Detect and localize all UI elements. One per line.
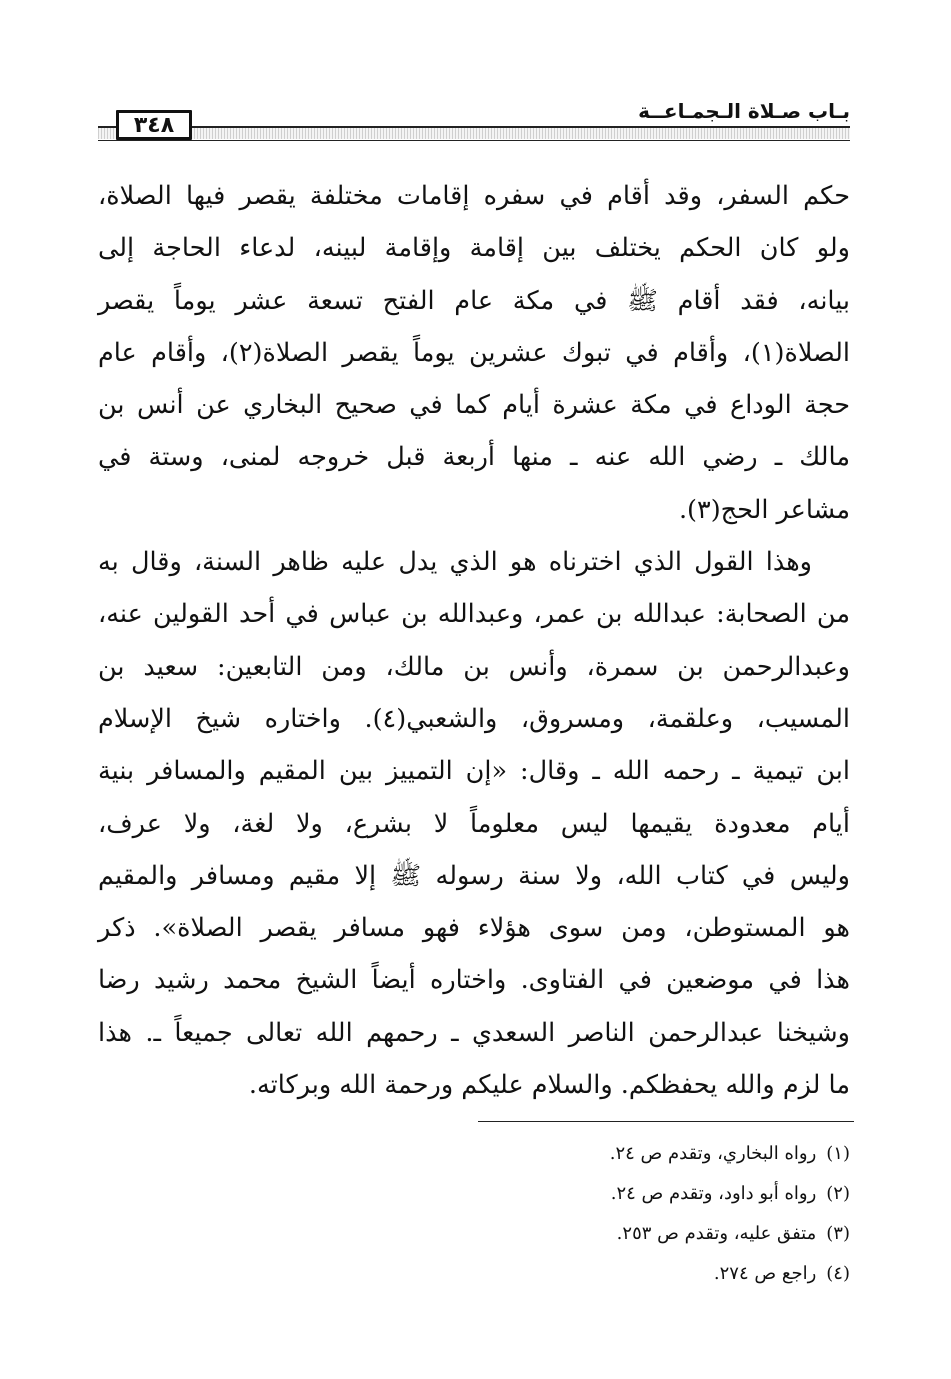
body-line: أيام معدودة يقيمها ليس معلوماً لا بشرع، ولا لغة، ولا عرف، xyxy=(98,808,850,839)
footnote-item xyxy=(478,1174,850,1214)
body-line: حجة الوداع في مكة عشرة أيام كما في صحيح البخاري عن أنس بن xyxy=(98,390,850,421)
page-header xyxy=(98,96,850,146)
body-line: بيانه، فقد أقام ﷺ في مكة عام الفتح تسعة عشر يوماً يقصر xyxy=(98,285,850,316)
footnote-text: رواه البخاري، وتقدم ص ٢٤. xyxy=(609,1143,817,1164)
body-line: المسيب، وعلقمة، ومسروق، والشعبي(٤). واختاره شيخ الإسلام xyxy=(98,703,850,734)
body-line: ولو كان الحكم يختلف بين إقامة وإقامة لبينه، لدعاء الحاجة إلى xyxy=(98,233,850,264)
body-line: هذا في موضعين في الفتاوى. واختاره أيضاً الشيخ محمد رشيد رضا xyxy=(98,965,850,996)
footnote-text: رواه أبو داود، وتقدم ص ٢٤. xyxy=(610,1183,817,1204)
page-number: ٣٤٨ xyxy=(116,110,192,140)
body-line: مالك ـ رضي الله عنه ـ منها أربعة قبل خروجه لمنى، وستة في xyxy=(98,442,850,473)
footnotes xyxy=(478,1134,850,1294)
footnote-item xyxy=(478,1214,850,1254)
body-line: وعبدالرحمن بن سمرة، وأنس بن مالك، ومن التابعين: سعيد بن xyxy=(98,651,850,682)
body-line: ابن تيمية ـ رحمه الله ـ وقال: «إن التمييز بين المقيم والمسافر بنية xyxy=(98,756,850,787)
footnote-separator xyxy=(478,1121,854,1122)
body-line: حكم السفر، وقد أقام في سفره إقامات مختلفة يقصر فيها الصلاة، xyxy=(98,181,850,211)
body-line: الصلاة(١)، وأقام في تبوك عشرين يوماً يقصر الصلاة(٢)، وأقام عام xyxy=(98,337,851,368)
footnote-text: متفق عليه، وتقدم ص ٢٥٣. xyxy=(616,1223,817,1244)
body-line: وليس في كتاب الله، ولا سنة رسوله ﷺ إلا مقيم ومسافر والمقيم xyxy=(98,860,850,891)
footnote-number: (٢) xyxy=(826,1183,850,1204)
body-line: من الصحابة: عبدالله بن عمر، وعبدالله بن عباس في أحد القولين عنه، xyxy=(98,599,850,630)
body-line: وهذا القول الذي اخترناه هو الذي يدل عليه ظاهر السنة، وقال به xyxy=(98,547,812,578)
header-band xyxy=(98,128,850,139)
footnote-item xyxy=(478,1134,850,1174)
body-line: وشيخنا عبدالرحمن الناصر السعدي ـ رحمهم الله تعالى جميعاً ـ. هذا xyxy=(98,1017,850,1048)
footnote-number: (٣) xyxy=(826,1223,850,1244)
running-title: بـاب صـلاة الـجمـاعــة xyxy=(632,96,850,126)
footnote-item xyxy=(478,1254,850,1294)
footnote-number: (١) xyxy=(826,1143,850,1164)
body-line: مشاعر الحج(٣). xyxy=(678,494,850,525)
body-line: هو المستوطن، ومن سوى هؤلاء فهو مسافر يقصر الصلاة». ذكر xyxy=(98,913,850,944)
footnote-number: (٤) xyxy=(826,1263,850,1284)
footnote-text: راجع ص ٢٧٤. xyxy=(713,1263,817,1284)
header-rule-bottom xyxy=(98,140,850,141)
body-line: ما لزم والله يحفظكم. والسلام عليكم ورحمة الله وبركاته. xyxy=(248,1070,850,1101)
body-text xyxy=(98,170,850,1111)
